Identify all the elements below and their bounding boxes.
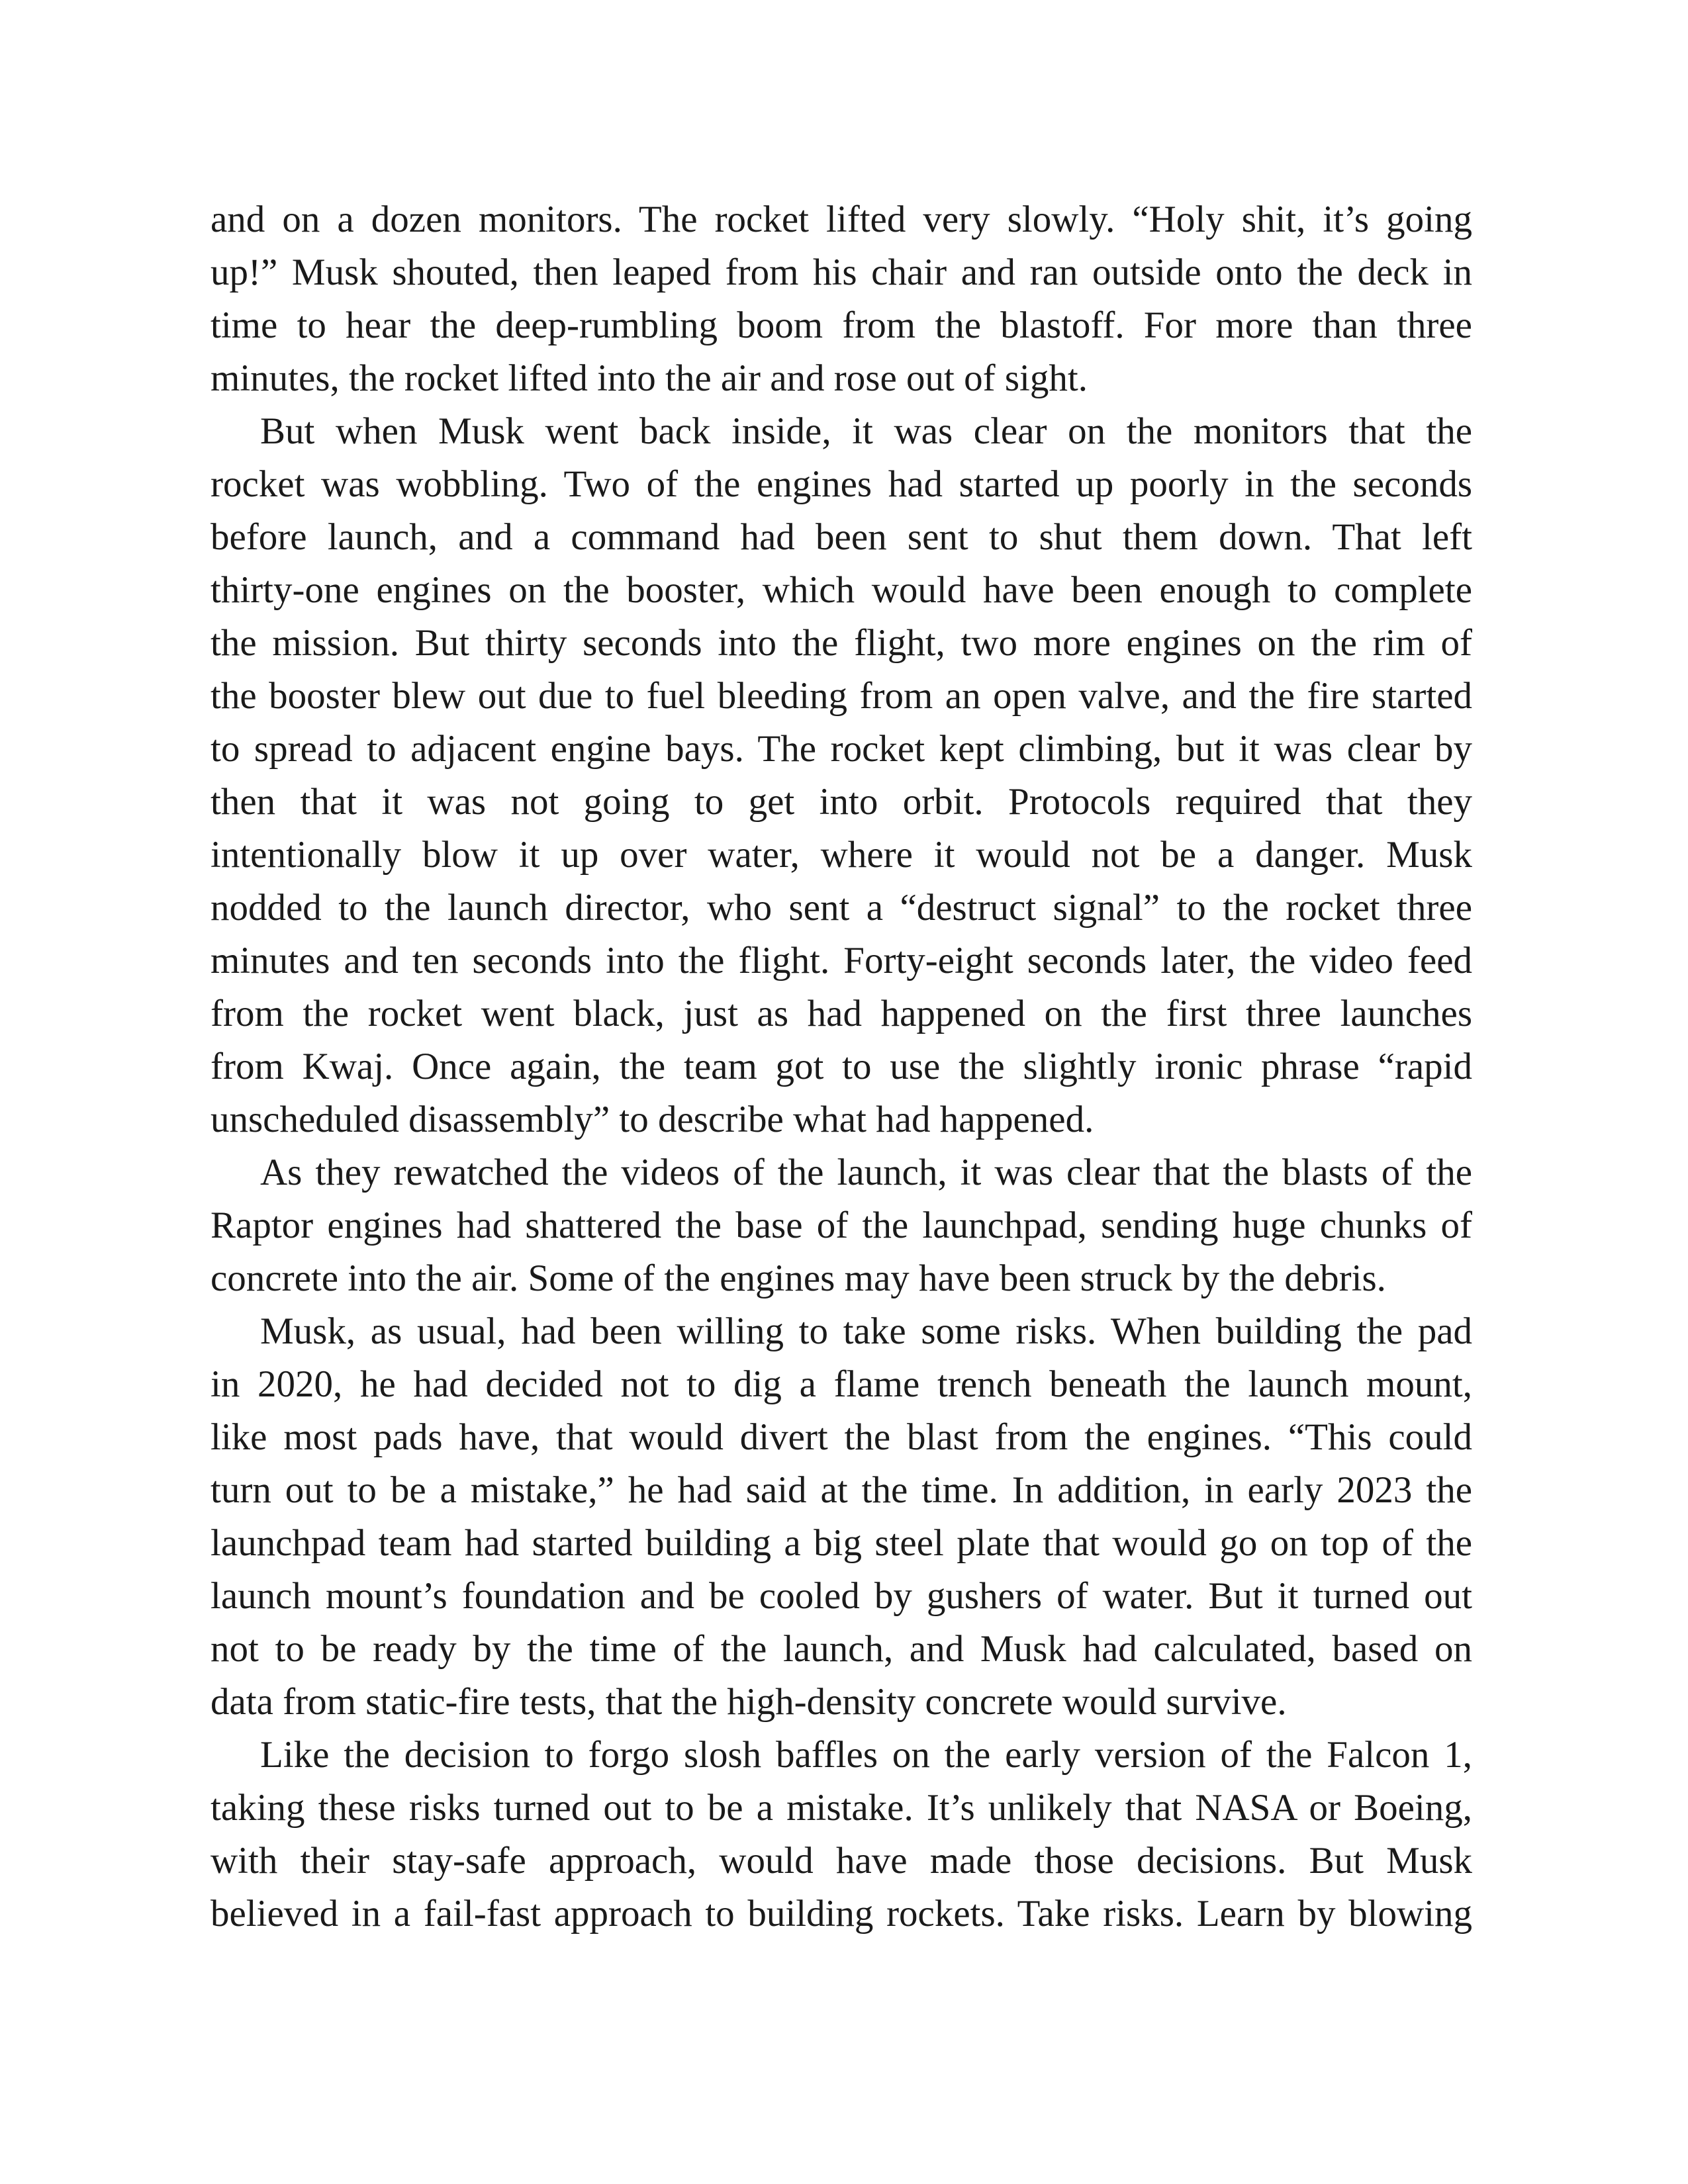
- paragraph: [211, 1146, 1472, 1305]
- text-line: like most pads have, that would divert the blast from the engines. “This could: [211, 1416, 1472, 1458]
- text-line: nodded to the launch director, who sent a “destruct signal” to the rocket three: [211, 887, 1472, 929]
- paragraph: [211, 1305, 1472, 1729]
- text-line: unscheduled disassembly” to describe what had happened.: [211, 1099, 1094, 1140]
- text-line: rocket was wobbling. Two of the engines had started up poorly in the seconds: [211, 463, 1472, 505]
- text-line: minutes and ten seconds into the flight. Forty-eight seconds later, the video feed: [211, 940, 1472, 981]
- text-line: the booster blew out due to fuel bleeding from an open valve, and the fire started: [211, 675, 1472, 717]
- paragraph: [211, 1729, 1472, 1940]
- text-line: Raptor engines had shattered the base of the launchpad, sending huge chunks of: [211, 1205, 1472, 1246]
- text-line: taking these risks turned out to be a mistake. It’s unlikely that NASA or Boeing,: [211, 1787, 1472, 1829]
- text-line: thirty-one engines on the booster, which would have been enough to complete: [211, 569, 1472, 611]
- text-line: As they rewatched the videos of the launch, it was clear that the blasts of the: [260, 1152, 1472, 1193]
- text-line: turn out to be a mistake,” he had said at the time. In addition, in early 2023 the: [211, 1469, 1472, 1511]
- page-body: [211, 193, 1472, 1940]
- text-line: the mission. But thirty seconds into the flight, two more engines on the rim of: [211, 622, 1472, 664]
- text-line: then that it was not going to get into orbit. Protocols required that they: [211, 781, 1472, 823]
- text-line: in 2020, he had decided not to dig a flame trench beneath the launch mount,: [211, 1363, 1472, 1405]
- text-line: But when Musk went back inside, it was clear on the monitors that the: [260, 410, 1472, 452]
- text-line: minutes, the rocket lifted into the air and rose out of sight.: [211, 357, 1088, 399]
- text-line: up!” Musk shouted, then leaped from his chair and ran outside onto the deck in: [211, 251, 1472, 293]
- text-line: launch mount’s foundation and be cooled by gushers of water. But it turned out: [211, 1575, 1472, 1617]
- text-line: from the rocket went black, just as had happened on the first three launches: [211, 993, 1472, 1034]
- text-line: with their stay-safe approach, would have made those decisions. But Musk: [211, 1840, 1472, 1882]
- text-line: Like the decision to forgo slosh baffles on the early version of the Falcon 1,: [260, 1734, 1472, 1776]
- text-line: and on a dozen monitors. The rocket lifted very slowly. “Holy shit, it’s going: [211, 199, 1472, 240]
- text-line: data from static-fire tests, that the high-density concrete would survive.: [211, 1681, 1287, 1723]
- text-line: Musk, as usual, had been willing to take some risks. When building the pad: [260, 1310, 1472, 1352]
- text-line: before launch, and a command had been sent to shut them down. That left: [211, 516, 1472, 558]
- text-line: time to hear the deep-rumbling boom from the blastoff. For more than three: [211, 304, 1472, 346]
- paragraph: [211, 405, 1472, 1146]
- text-line: to spread to adjacent engine bays. The rocket kept climbing, but it was clear by: [211, 728, 1472, 770]
- text-line: believed in a fail-fast approach to building rockets. Take risks. Learn by blowing: [211, 1893, 1472, 1934]
- text-line: concrete into the air. Some of the engines may have been struck by the debris.: [211, 1257, 1386, 1299]
- paragraph: [211, 193, 1472, 405]
- text-line: not to be ready by the time of the launch, and Musk had calculated, based on: [211, 1628, 1472, 1670]
- text-line: launchpad team had started building a big steel plate that would go on top of the: [211, 1522, 1472, 1564]
- text-line: from Kwaj. Once again, the team got to use the slightly ironic phrase “rapid: [211, 1046, 1472, 1087]
- text-line: intentionally blow it up over water, where it would not be a danger. Musk: [211, 834, 1472, 876]
